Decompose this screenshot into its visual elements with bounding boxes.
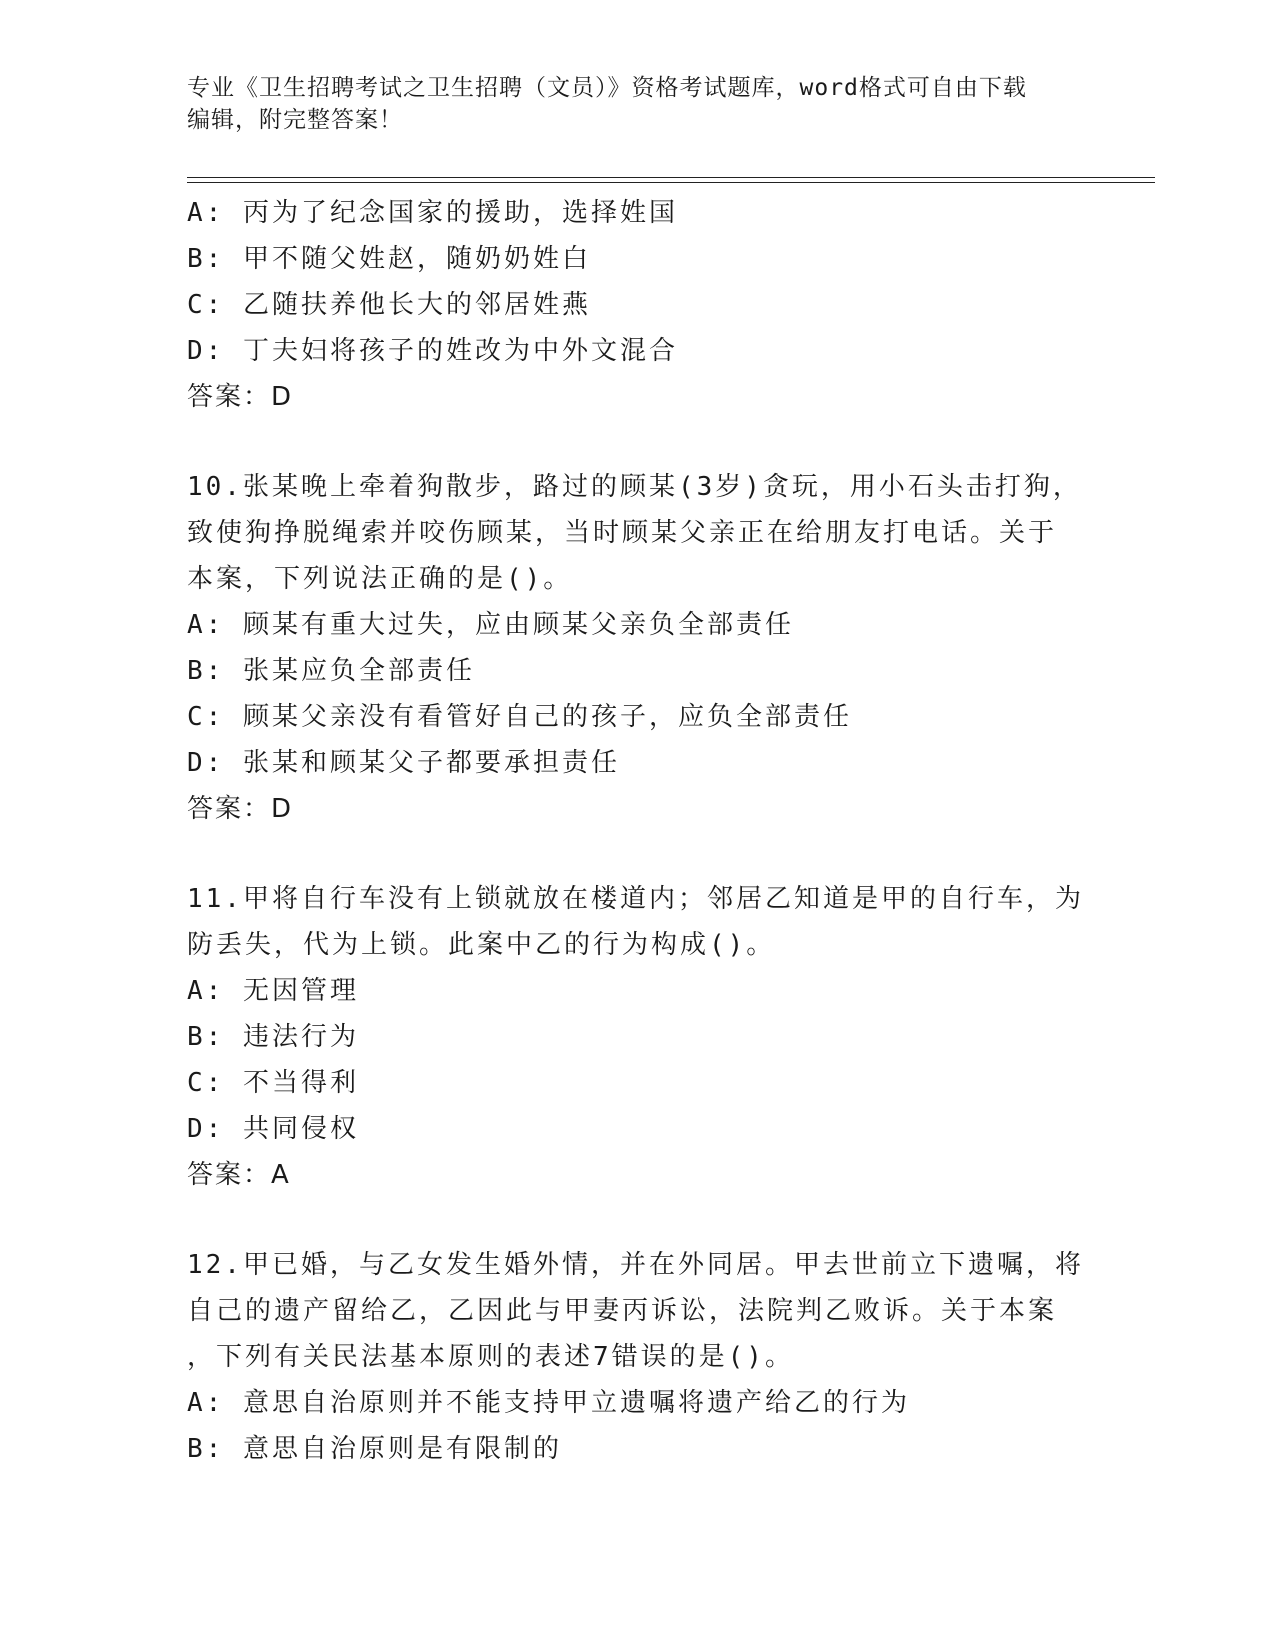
question-12 [187,1242,1087,1472]
question-stem-line: 自己的遗产留给乙，乙因此与甲妻丙诉讼，法院判乙败诉。关于本案 [187,1296,1058,1326]
option-d: D: 张某和顾某父子都要承担责任 [187,748,620,778]
question-stem-line: 致使狗挣脱绳索并咬伤顾某，当时顾某父亲正在给朋友打电话。关于 [187,518,1058,548]
option-d: D: 共同侵权 [187,1114,359,1144]
question-stem-line: 防丢失，代为上锁。此案中乙的行为构成()。 [187,930,776,960]
question-stem-line: 11.甲将自行车没有上锁就放在楼道内；邻居乙知道是甲的自行车，为 [187,884,1084,914]
answer: 答案：D [187,794,294,824]
header-divider-top [187,177,1155,178]
option-b: B: 张某应负全部责任 [187,656,475,686]
header-divider-bottom [187,182,1155,183]
option-a: A: 意思自治原则并不能支持甲立遗嘱将遗产给乙的行为 [187,1388,910,1418]
answer: 答案：D [187,382,294,412]
header-line-1: 专业《卫生招聘考试之卫生招聘（文员）》资格考试题库，word格式可自由下载 [187,75,1027,101]
question-stem-line: ，下列有关民法基本原则的表述7错误的是()。 [187,1342,794,1372]
question-stem-line: 12.甲已婚，与乙女发生婚外情，并在外同居。甲去世前立下遗嘱，将 [187,1250,1084,1280]
option-a: A: 顾某有重大过失，应由顾某父亲负全部责任 [187,610,794,640]
question-10 [187,464,1087,832]
option-c: C: 乙随扶养他长大的邻居姓燕 [187,290,591,320]
option-d: D: 丁夫妇将孩子的姓改为中外文混合 [187,336,678,366]
option-b: B: 意思自治原则是有限制的 [187,1434,562,1464]
question-list [187,190,1087,1472]
option-b: B: 违法行为 [187,1022,359,1052]
answer: 答案：A [187,1160,291,1190]
header-line-2: 编辑，附完整答案！ [187,107,403,133]
option-b: B: 甲不随父姓赵，随奶奶姓白 [187,244,591,274]
question-9 [187,190,1087,420]
document-header [187,72,1087,136]
question-stem-line: 本案，下列说法正确的是()。 [187,564,573,594]
option-c: C: 不当得利 [187,1068,359,1098]
option-a: A: 无因管理 [187,976,359,1006]
option-c: C: 顾某父亲没有看管好自己的孩子，应负全部责任 [187,702,852,732]
question-stem-line: 10.张某晚上牵着狗散步，路过的顾某(3岁)贪玩，用小石头击打狗， [187,472,1082,502]
question-11 [187,876,1087,1198]
option-a: A: 丙为了纪念国家的援助，选择姓国 [187,198,678,228]
